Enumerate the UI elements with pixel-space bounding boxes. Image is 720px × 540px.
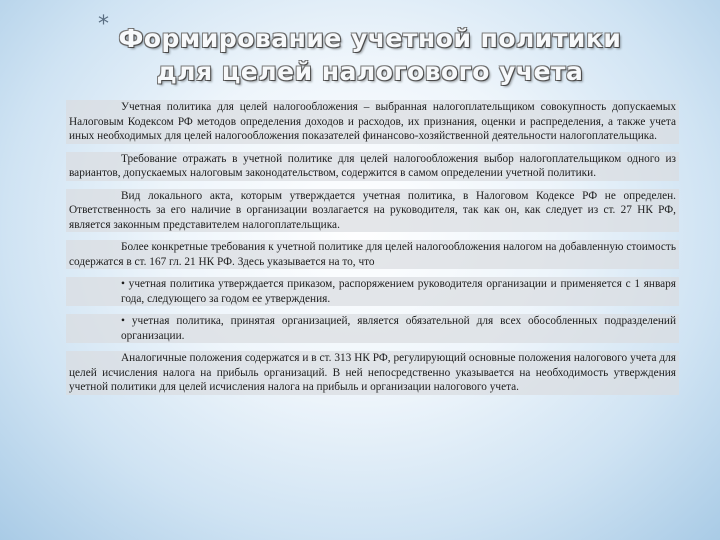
slide-body xyxy=(66,100,679,403)
bullet-item-approval-text: • учетная политика утверждается приказом, распоряжением руководителя организации и применяется с 1 января года, следующего за годом ее утверждения. xyxy=(121,278,676,305)
asterisk-bullet: * xyxy=(98,12,109,37)
slide-title-line-1: Формирование учетной политики xyxy=(118,24,622,53)
paragraph-definition: Учетная политика для целей налогообложения – выбранная налогоплательщиком совокупность допускаемых Налоговым Кодексом РФ методов определения доходов и расходов, их признания, оценки и распределения, а также учета иных необходимых для целей налогообложения показателей финансово-хозяйственной деятельности налогоплательщика. xyxy=(66,100,679,144)
paragraph-profit-tax: Аналогичные положения содержатся и в ст. 313 НК РФ, регулирующий основные положения налогового учета для целей исчисления налога на прибыль организаций. В ней непосредственно указывается на необходимость утверждения учетной политики для целей исчисления налога на прибыль и организации налогового учета. xyxy=(66,351,679,395)
bullet-item-obligatory-text: • учетная политика, принятая организацией, является обязательной для всех обособленных подразделений организации. xyxy=(121,315,676,342)
paragraph-requirement: Требование отражать в учетной политике для целей налогообложения выбор налогоплательщиком одного из вариантов, допускаемых налоговым законодательством, содержится в самом определении учетной политики. xyxy=(66,152,679,181)
slide-title-line-2: для целей налогового учета xyxy=(156,57,584,86)
paragraph-local-act: Вид локального акта, которым утверждается учетная политика, в Налоговом Кодексе РФ не определен. Ответственность за его наличие в организации возлагается на руководителя, так как он, как следует из ст. 27 НК РФ, является законным представителем налогоплательщика. xyxy=(66,189,679,233)
bullet-item-obligatory xyxy=(66,314,679,343)
slide-title xyxy=(100,22,640,88)
paragraph-vat-requirements: Более конкретные требования к учетной политике для целей налогообложения налогом на добавленную стоимость содержатся в ст. 167 гл. 21 НК РФ. Здесь указывается на то, что xyxy=(66,240,679,269)
bullet-item-approval xyxy=(66,277,679,306)
